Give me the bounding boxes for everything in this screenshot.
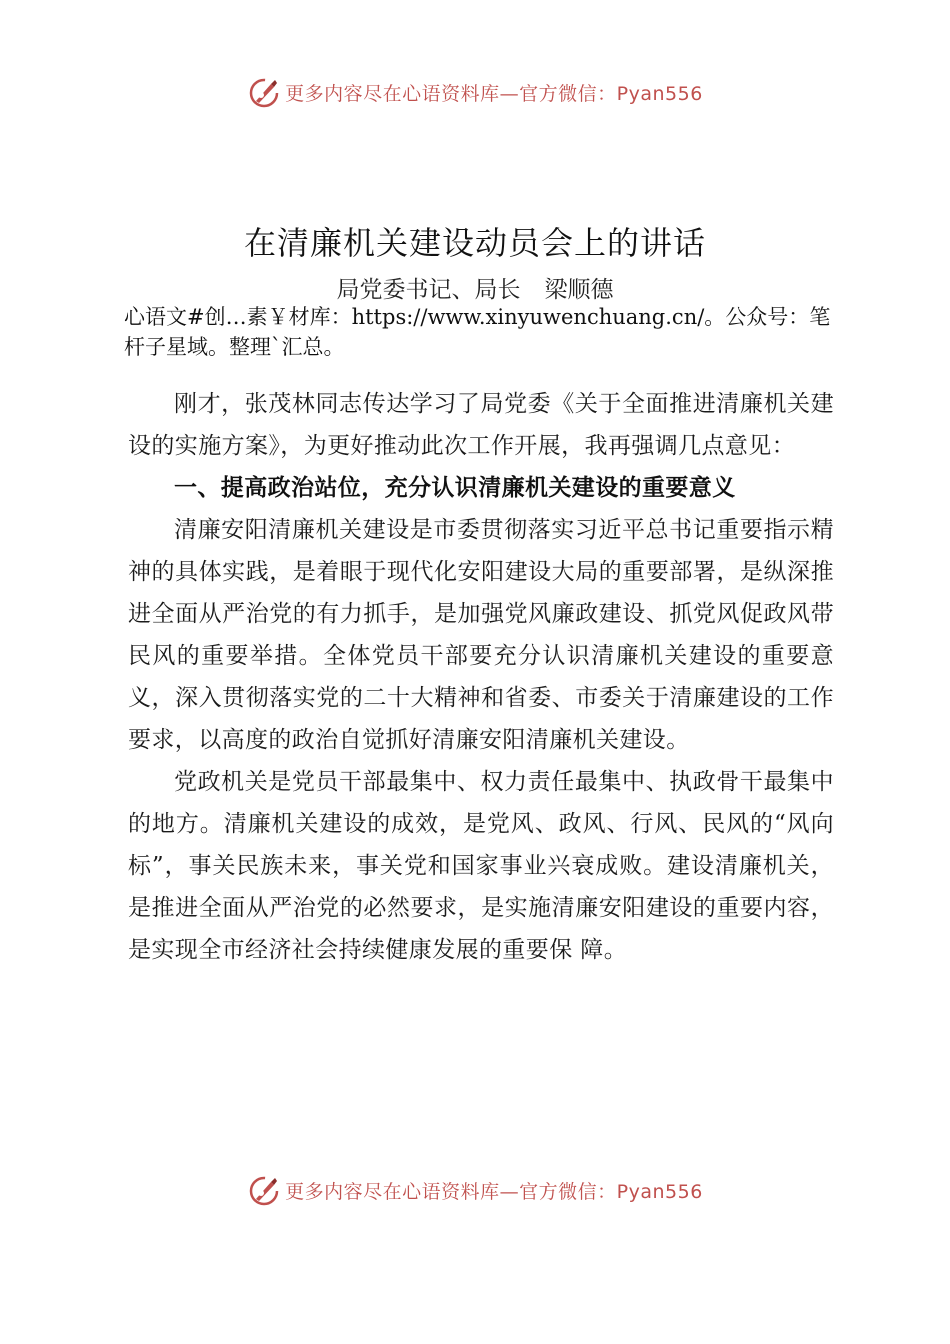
pen-logo-icon — [247, 1173, 281, 1207]
source-note: 心语文#创…素￥材库：https://www.xinyuwenchuang.cn/。公众号：笔杆子星域。整理`汇总。 — [124, 305, 831, 359]
watermark-text: 更多内容尽在心语资料库—官方微信：Pyan556 — [285, 1180, 703, 1203]
watermark-text: 更多内容尽在心语资料库—官方微信：Pyan556 — [285, 82, 703, 105]
section-heading-1: 一、提高政治站位，充分认识清廉机关建设的重要意义 — [174, 475, 736, 501]
paragraph: 清廉安阳清廉机关建设是市委贯彻落实习近平总书记重要指示精神的具体实践，是着眼于现代化安阳建设大局的重要部署，是纵深推进全面从严治党的有力抓手，是加强党风廉政建设、抓党风促政风带民风的重要举措。全体党员干部要充分认识清廉机关建设的重要意义，深入贯彻落实党的二十大精神和省委、市委关于清廉建设的工作要求，以高度的政治自觉抓好清廉安阳清廉机关建设。 — [128, 517, 834, 753]
byline — [0, 271, 950, 304]
paragraph-intro: 刚才，张茂林同志传达学习了局党委《关于全面推进清廉机关建设的实施方案》，为更好推动此次工作开展，我再强调几点意见： — [128, 391, 834, 459]
document-title: 在清廉机关建设动员会上的讲话 — [243, 224, 706, 262]
wechat-id: Pyan556 — [616, 82, 703, 105]
watermark-banner-bottom — [0, 1170, 950, 1210]
author-role: 局党委书记、局长 — [336, 277, 521, 303]
pen-logo-icon — [247, 75, 281, 109]
wechat-id: Pyan556 — [616, 1180, 703, 1203]
author-name: 梁顺德 — [544, 277, 614, 303]
watermark-banner-top — [0, 72, 950, 112]
paragraph: 党政机关是党员干部最集中、权力责任最集中、执政骨干最集中的地方。清廉机关建设的成效，是党风、政风、行风、民风的“风向标”，事关民族未来，事关党和国家事业兴衰成败。建设清廉机关，是推进全面从严治党的必然要求，是实施清廉安阳建设的重要内容，是实现全市经济社会持续健康发展的重要保 障。 — [128, 769, 834, 963]
document-body — [128, 383, 834, 971]
